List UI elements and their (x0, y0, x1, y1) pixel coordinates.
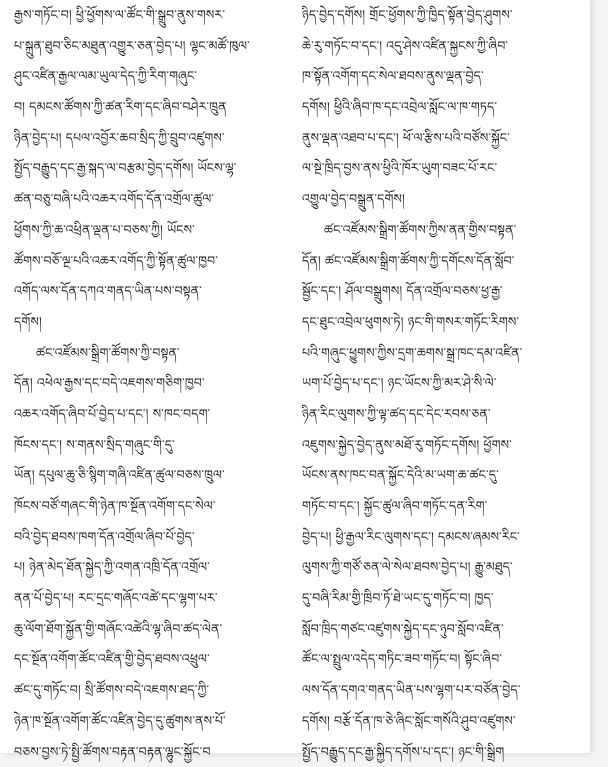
text-line: ཆེ་རུ་གཏོང་བ་དང་། འདུ་ཤེས་འཛིན་སྐྱངས་ཀྱི་ཞིབ་ (302, 31, 588, 62)
text-line: བའི་བྱེད་ཐབས་ཁག་དོན་འགྲོལ་ཞིབ་པོ་བྱེད་ (14, 522, 300, 553)
text-line: ཉིད་བྱེད་དགོས། གྲོང་ཕྱོགས་ཀྱི་ཁྱིད་སྟོན་བྱེད་ཤུགས་ (302, 0, 588, 31)
text-line: སྤྱོད་བརྒྱུད་དང་རྒྱ་སྐད་ལ་བརྩམ་བྱེད་དགོས། ཡོངས་ལྷ་ (14, 153, 300, 184)
text-line: ཚང་དུ་གཏོང་བ། སྲི་ཚོགས་བདེ་འཇགས་ཐད་ཀྱི་ (14, 675, 300, 706)
text-line: དང་ཐུང་འབྲེལ་ཕུགས་ཏེ། ཉང་གི་གསར་གཏོང་རིགས་ (302, 307, 588, 338)
text-line: སྦྱོང་དང་། ཤོལ་བསྒྲུགས། དོན་འགྲོལ་བཅས་ཕྱ་རྒྱ་ (302, 276, 588, 307)
text-line: ཉིན་རིང་ལུགས་ཀྱི་ལྟ་ཚད་དང་དེང་རབས་ཅན་ (302, 399, 588, 430)
text-line: ཁོངས་བཙོ་གཞང་གི་ཉེན་ཁ་སྔོན་འགོག་དང་སེལ་ (14, 491, 300, 522)
text-line: དོན། ཚང་འཛོམས་སྒྲིག་ཚོགས་ཀྱི་དགོངས་དོན་སློབ་ (302, 246, 588, 277)
text-line: ཉིན་བྱེད་པ། དཔལ་འབྱོར་ཆབ་སྲིད་ཀྱི་བྲུབ་འཛུགས་ (14, 123, 300, 154)
text-line: ཚོང་ལ་སྤྲུལ་འདེད་གཏིང་ཟབ་གཏོང་བ། སྟོང་ཞིབ་ (302, 644, 588, 675)
text-line: ནན་པོ་བྱེད་པ། རང་དྲང་གཞོང་འཚེ་དང་ལྷག་པར་ (14, 583, 300, 614)
text-line: ཡག་པོ་བྱེད་པ་དང་། ཉང་ཡོངས་ཀྱི་མར་ཤེ་སི་ལེ་ (302, 368, 588, 399)
text-line: དུ་བཞི་རིམ་གྱི་ཁྲིབ་ཏོ་ཐེ་ཡང་དུ་གཏོང་བ། ཁྱད་ (302, 583, 588, 614)
left-text-column (14, 0, 300, 767)
text-line: ཤུང་འཛིན་རྒྱལ་ལམ་ཡུལ་དེད་ཀྱི་རིག་གཞུང་ (14, 61, 300, 92)
text-line: ཚང་འཛོམས་སྒྲིག་ཚོགས་ཀྱིས་ནན་གྱིས་བསྟན་ (302, 215, 588, 246)
text-line: དགོས། (14, 307, 300, 338)
right-text-column (302, 0, 588, 767)
text-line: ཚན་བཅུ་བཞི་པའི་འཆར་འགོད་དོན་འགྲོལ་ཚུལ་ (14, 184, 300, 215)
text-line: ཉེན་ཁ་སྔོན་འགོག་ཚོང་འཛིན་བྱེད་དུ་ཚུགས་ནས་པོ་ (14, 706, 300, 737)
text-line: དང་སྔོན་འགོག་ཚོང་འཛིན་གྱི་བྱེད་ཐབས་འཕྲུལ་ (14, 644, 300, 675)
text-line: དགོས། བརྩོ་དོན་ཁ་ཅེ་ཞིང་སློང་གསོའི་ཤུབ་འཛུགས་ (302, 706, 588, 737)
text-line: དོན། འཕེལ་རྒྱས་དང་བདེ་འཇགས་གཅིག་ཁྱབ་ (14, 368, 300, 399)
text-line: སློབ་ཁྲིད་གཙང་འཛུགས་སྐྱེད་དང་ཉུབ་སློབ་འཛིན་ (302, 614, 588, 645)
text-line: ལ་སྔེ་ཁྲིད་བྱས་ནས་ཕྱིའི་ཁོར་ཡུག་བཟང་པོ་རང་ (302, 153, 588, 184)
text-line: འཇུགས་སྐྱེད་བྱེད་ནུས་མཐོ་རུ་གཏོང་དགོས། ཕྱོགས་ (302, 430, 588, 461)
text-line: པའི་གཞུང་ཕྱུགས་ཀྱིས་དྲག་ཆགས་སྒྲ་ཁང་དམ་འཛིན་ (302, 338, 588, 369)
text-line: པ། ཉེན་མེད་ཐོན་སྐྱེད་ཀྱི་འགན་འཁྲི་དོན་འགྲོལ་ (14, 552, 300, 583)
text-line: ཁོངས་དང་། ས་གནས་སྲིད་གཞུང་གི་དུ་ (14, 430, 300, 461)
text-line: དགོས། ཕྱིའི་ཞིབ་ཁ་དང་འབྲེལ་སློང་ལ་ཁ་གཏད་ (302, 92, 588, 123)
text-line: ཚང་འཛོམས་སྒྲིག་ཚོགས་ཀྱི་བསྟན་ (14, 338, 300, 369)
text-line: སྤྱོད་བརྒྱུད་དང་རྒྱ་སྐྱིད་དགོས་པ་དང་། ཉང་གི་སྒྲིག (302, 737, 588, 767)
text-line: ཡོངས་ནས་ཁང་བན་སྐྱོང་དེའི་མ་ཡག་ཆ་ཚང་དུ་ (302, 460, 588, 491)
text-line: པ་སྐྲུན་ཐུབ་ཅིང་མཐུན་འགྱུར་ཅན་བྱེད་པ། ལྷང་མཚོ་ཁུལ་ (14, 31, 300, 62)
text-line: འཆར་འགོད་ཞིབ་པོ་བྱེད་པ་དང་། ས་ཁང་བདག་ (14, 399, 300, 430)
text-line: ལས་དོན་དགའ་གནད་ཡིན་པས་ལྷག་པར་བཙོན་བྱེད་ (302, 675, 588, 706)
text-line: ཕྱོགས་ཀྱི་ཆ་འཕྲིན་ལྡན་པ་བཅས་ཀྱི། ཡོངས་ (14, 215, 300, 246)
text-line: གཏོང་བ་དང་། སྐྱོང་ཚུལ་ཞིབ་གཏོང་དན་རིག་ (302, 491, 588, 522)
text-line: ལུགས་ཀྱི་གཙོ་ཅན་ལེ་སེལ་ཐབས་བྱེད་པ། རྒྱུ་མཐུད་ (302, 552, 588, 583)
text-line: ཁ་སྟོན་འགོག་དང་སེལ་ཐབས་ནུས་ལྡན་བྱེད་ (302, 61, 588, 92)
text-line: ཆུ་ལོག་ཐོག་སྐྱོན་གྱི་གཞོང་འཚེའི་ལྷ་ཞིབ་ཚད་ལེན་ (14, 614, 300, 645)
text-line: ཡོན། དཔུལ་ཆུ་ཅི་སྙིག་གཞི་འཛིན་ཚུལ་བཅས་ཁྲུལ་ (14, 460, 300, 491)
text-line: བྱེད་པ། ཕྱི་རྒྱལ་རིང་ལུགས་དང་། དམངས་ཞམས་རིང་ (302, 522, 588, 553)
text-line: ནུས་ལྡན་འཐབ་པ་དང་། ཕོ་ལ་རྩིས་པའི་བཙོས་སྐྱོང་ (302, 123, 588, 154)
text-line: བ། དམངས་ཚོགས་ཀྱི་ཚན་རིག་དང་ཞིབ་བཤེར་ཁྲུན (14, 92, 300, 123)
text-line: ཚོགས་བཅོ་ལྔ་པའི་འཆར་འགོད་ཀྱི་སྟོན་ཚུལ་ཁྱབ་ (14, 246, 300, 277)
text-line: འགོད་ལས་དོན་དཀའ་གནད་ཡིན་པས་བསྟན་ (14, 276, 300, 307)
text-line: རྒྱས་གཏོང་བ། ཕྱི་ཕྱོགས་ལ་ཚོང་གི་སྒྲུབ་ནུས་གསར་ (14, 0, 300, 31)
text-line: བཅས་བྱས་ཏེ་སྤྱི་ཚོགས་བརྟན་བརྟན་ལྷུང་སྐྱོང་བ (14, 737, 300, 767)
text-line: འགྱུལ་བྱེད་བསྒྲུན་དགོས། (302, 184, 588, 215)
